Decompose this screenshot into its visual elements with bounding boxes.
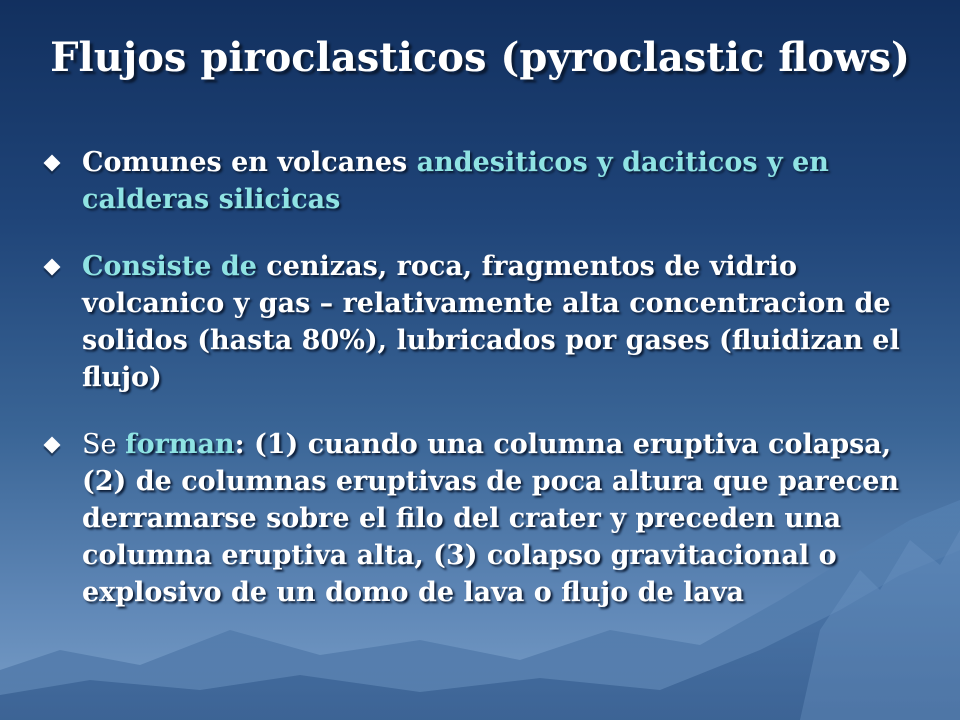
diamond-bullet-icon [44, 437, 61, 454]
bullet-highlight-text: forman [125, 429, 235, 460]
bullet-list [44, 144, 934, 641]
bullet-text: : (1) cuando una columna eruptiva colapsa, (2) de columnas eruptivas de poca altura que parecen derramarse sobre el filo del crater y preceden una columna eruptiva alta, (3) colapso gravitacional o explosivo de un domo de lava o flujo de lava [82, 429, 900, 608]
bullet-highlight-text: Consiste de [82, 251, 257, 282]
bullet-text: Se [82, 429, 126, 460]
bullet-item-consiste [44, 248, 934, 396]
bullet-item-forman [44, 426, 934, 611]
bullet-text: Comunes en volcanes [82, 147, 417, 178]
bullet-highlight-text: andesiticos y daciticos y en calderas silicicas [82, 147, 829, 215]
bullet-text: cenizas, roca, fragmentos de vidrio volcanico y gas – relativamente alta concentracion de solidos (hasta 80%), lubricados por gases (fluidizan el flujo) [82, 251, 900, 393]
bullet-item-comunes [44, 144, 934, 218]
diamond-bullet-icon [44, 155, 61, 172]
slide-title: Flujos piroclasticos (pyroclastic flows) [50, 34, 910, 81]
diamond-bullet-icon [44, 259, 61, 276]
